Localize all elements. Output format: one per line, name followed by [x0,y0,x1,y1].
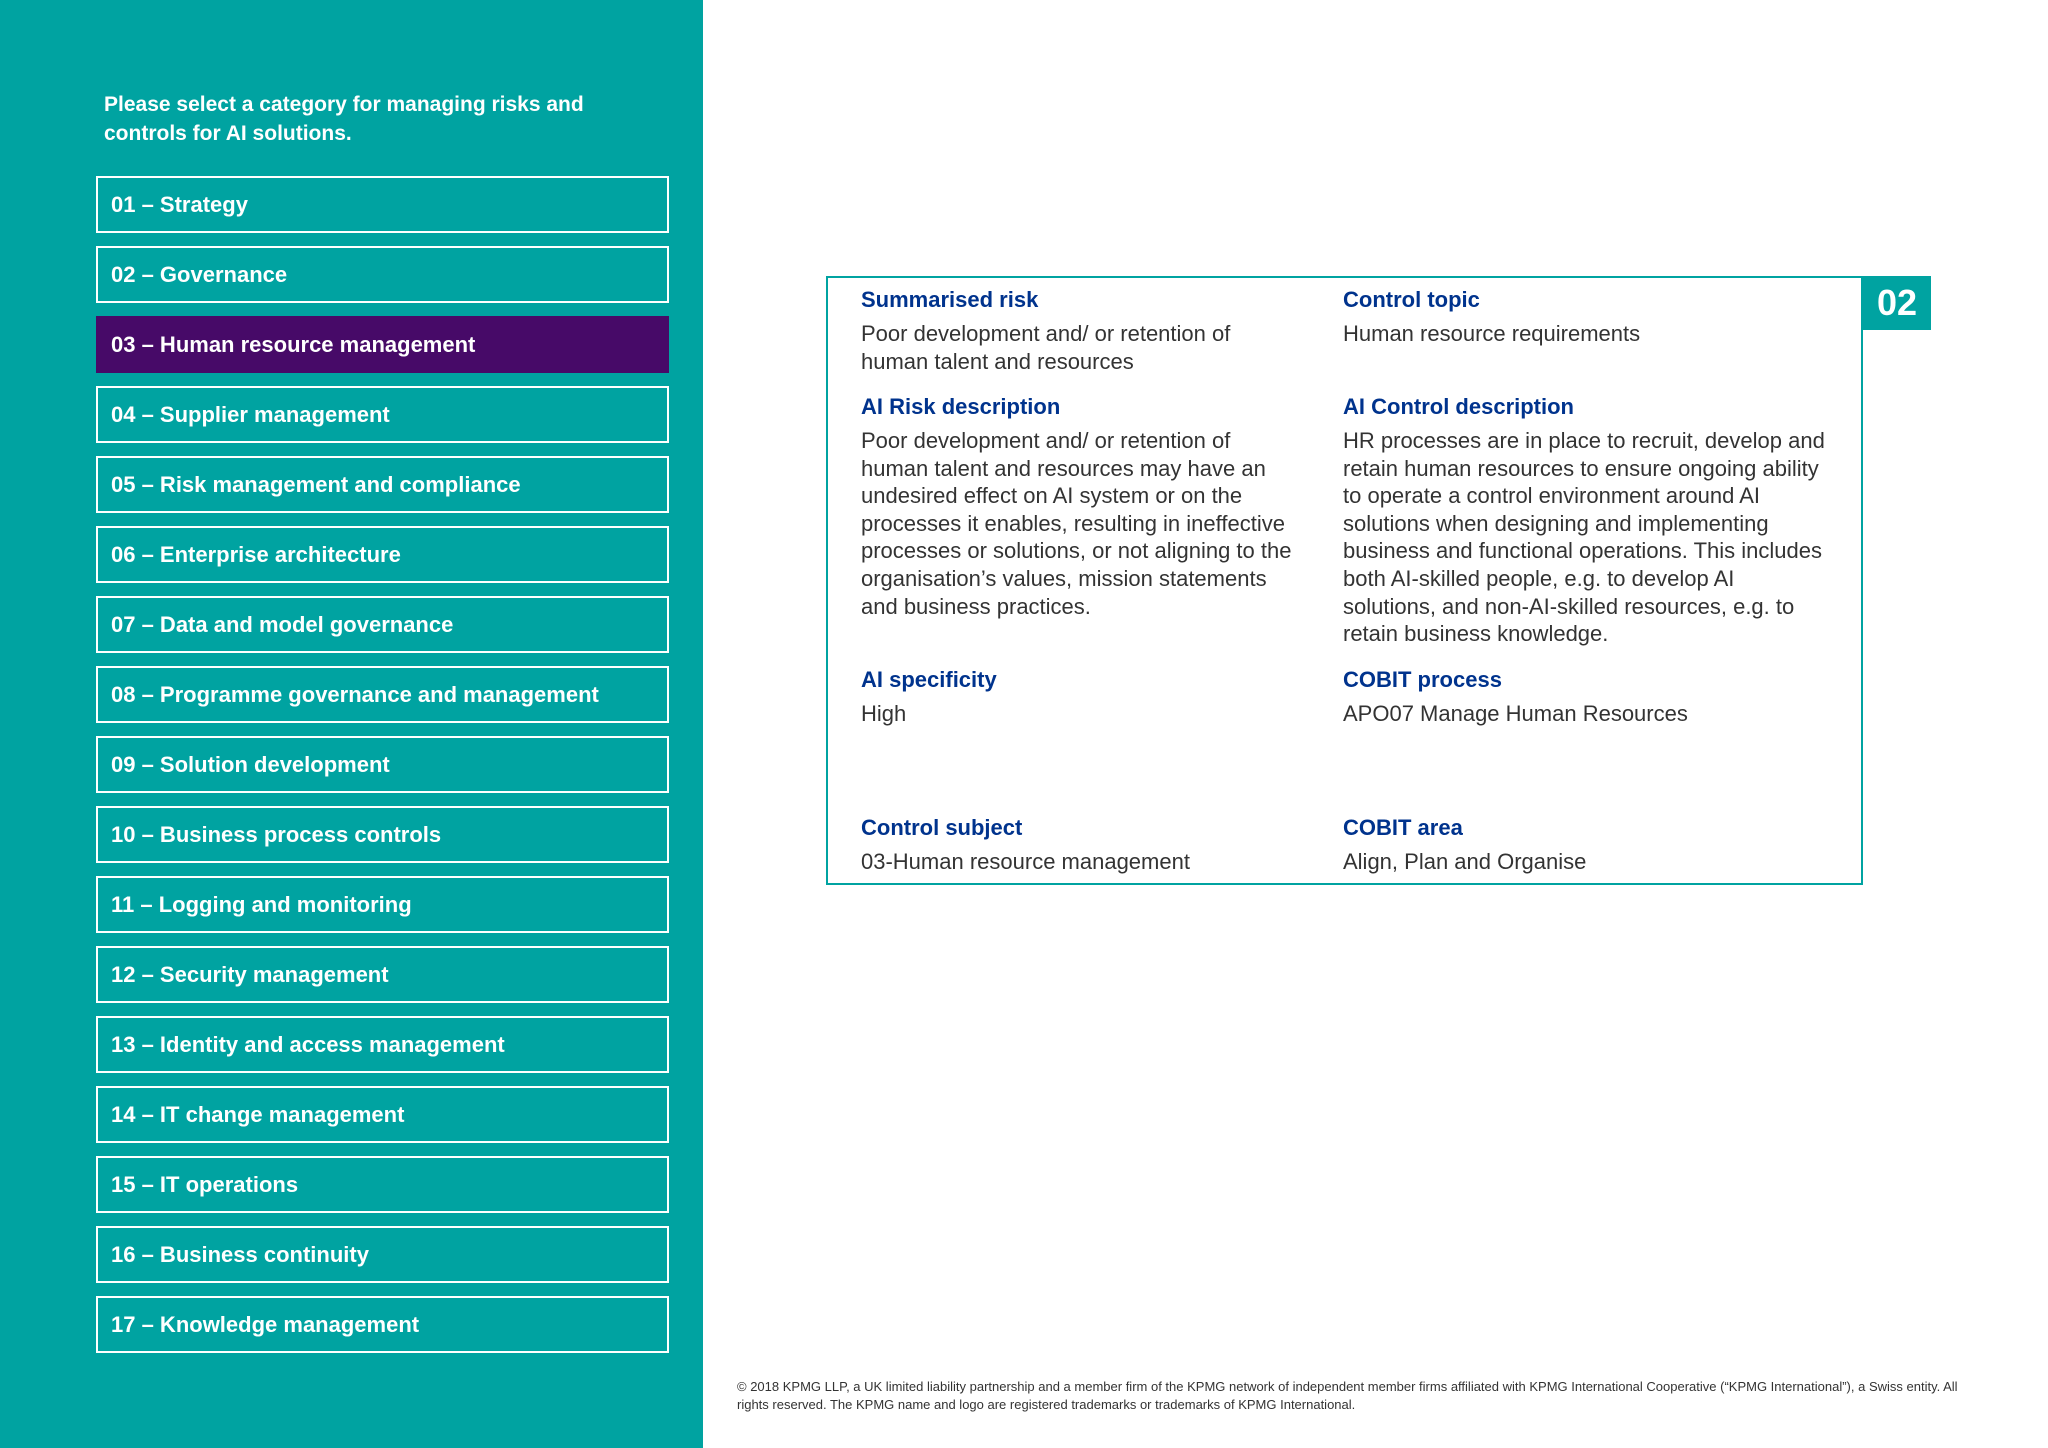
summarised-risk-value: Poor development and/ or retention of human talent and resources [861,321,1231,374]
category-item-enterprise-architecture[interactable]: 06 – Enterprise architecture [96,526,669,583]
ai-control-description-field [1343,393,1833,648]
category-item-logging-monitoring[interactable]: 11 – Logging and monitoring [96,876,669,933]
category-item-business-process-controls[interactable]: 10 – Business process controls [96,806,669,863]
category-item-business-continuity[interactable]: 16 – Business continuity [96,1226,669,1283]
ai-specificity-field [861,666,1301,728]
category-item-solution-development[interactable]: 09 – Solution development [96,736,669,793]
category-item-security-management[interactable]: 12 – Security management [96,946,669,1003]
ai-specificity-value: High [861,701,907,726]
cobit-area-label: COBIT area [1343,815,1463,840]
summarised-risk-field [861,286,1301,375]
category-item-data-model-governance[interactable]: 07 – Data and model governance [96,596,669,653]
category-list [96,176,669,1366]
summarised-risk-label: Summarised risk [861,287,1039,312]
ai-risk-description-value: Poor development and/ or retention of human talent and resources may have an undesired effect on AI system or on the processes it enables, resulting in ineffective processes or solutions, or not aligning to the organisation’s values, mission statements and business practices. [861,428,1292,619]
ai-risk-description-field [861,393,1301,620]
category-item-it-operations[interactable]: 15 – IT operations [96,1156,669,1213]
category-item-supplier-management[interactable]: 04 – Supplier management [96,386,669,443]
control-topic-field [1343,286,1833,348]
control-subject-label: Control subject [861,815,1023,840]
page-number-badge: 02 [1863,276,1931,330]
copyright-footer: © 2018 KPMG LLP, a UK limited liability partnership and a member firm of the KPMG network of independent member firms affiliated with KPMG International Cooperative (“KPMG International”), a Swiss entity. All rights reserved. The KPMG name and logo are registered trademarks or trademarks of KPMG International. [737,1379,1958,1412]
control-subject-value: 03-Human resource management [861,849,1190,874]
control-topic-value: Human resource requirements [1343,321,1641,346]
category-item-strategy[interactable]: 01 – Strategy [96,176,669,233]
cobit-area-value: Align, Plan and Organise [1343,849,1587,874]
ai-specificity-label: AI specificity [861,667,997,692]
control-subject-field [861,814,1301,876]
risk-control-card [826,276,1863,885]
sidebar-intro: Please select a category for managing risks and controls for AI solutions. [104,93,584,145]
sidebar [0,0,703,1448]
category-item-identity-access-management[interactable]: 13 – Identity and access management [96,1016,669,1073]
control-topic-label: Control topic [1343,287,1480,312]
category-item-governance[interactable]: 02 – Governance [96,246,669,303]
category-item-knowledge-management[interactable]: 17 – Knowledge management [96,1296,669,1353]
cobit-process-value: APO07 Manage Human Resources [1343,701,1688,726]
cobit-process-field [1343,666,1833,728]
category-item-risk-management[interactable]: 05 – Risk management and compliance [96,456,669,513]
cobit-area-field [1343,814,1833,876]
category-item-human-resource-management[interactable]: 03 – Human resource management [96,316,669,373]
category-item-it-change-management[interactable]: 14 – IT change management [96,1086,669,1143]
cobit-process-label: COBIT process [1343,667,1502,692]
category-item-programme-governance[interactable]: 08 – Programme governance and management [96,666,669,723]
ai-control-description-value: HR processes are in place to recruit, develop and retain human resources to ensure ongoing ability to operate a control environment around AI solutions when designing and implementing business and functional operations. This includes both AI-skilled people, e.g. to develop AI solutions, and non-AI-skilled resources, e.g. to retain business knowledge. [1343,428,1825,647]
ai-risk-description-label: AI Risk description [861,394,1061,419]
ai-control-description-label: AI Control description [1343,394,1574,419]
